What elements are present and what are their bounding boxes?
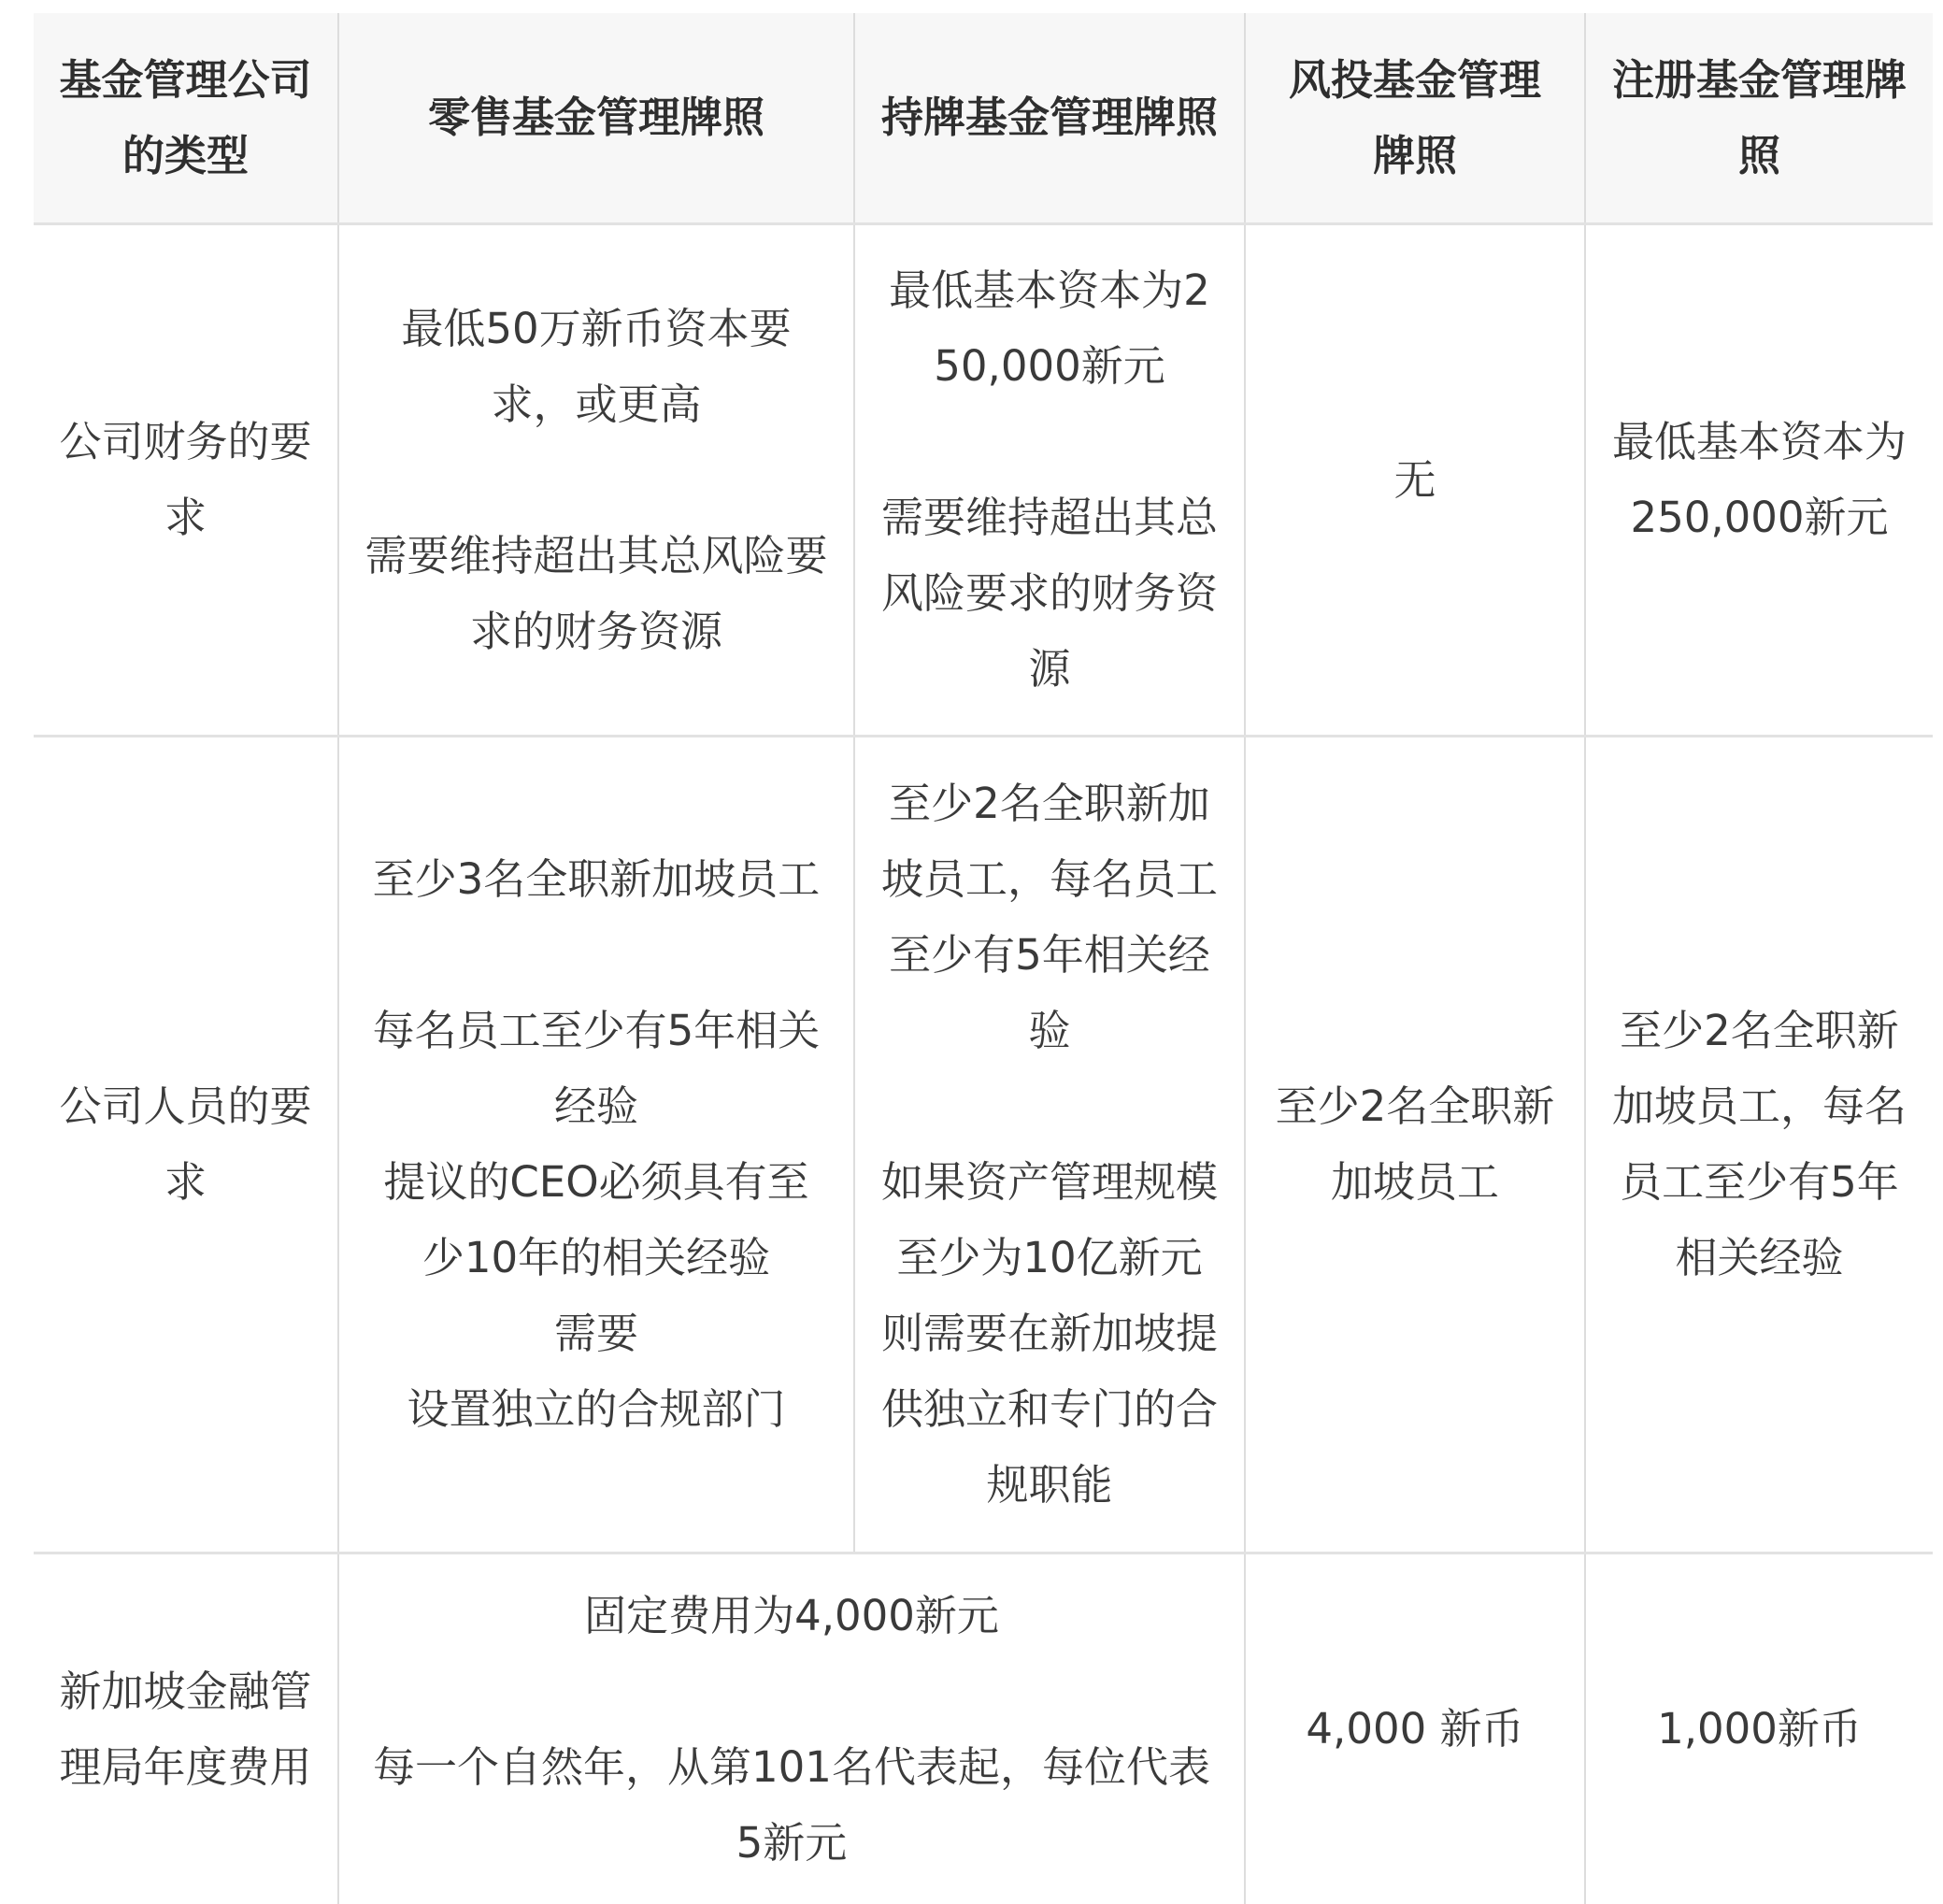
staff-retail-p2: 每名员工至少有5年相关经验 bbox=[372, 1006, 821, 1131]
table-row-fee bbox=[34, 1553, 1933, 1904]
header-registered: 注册基金管理牌照 bbox=[1585, 13, 1933, 223]
staff-licensed-p2: 如果资产管理规模至少为10亿新元则需要在新加坡提供独立和专门的合规职能 bbox=[880, 1157, 1218, 1510]
header-type: 基金管理公司的类型 bbox=[34, 13, 338, 223]
cell-staff-vc: 至少2名全职新加坡员工 bbox=[1245, 736, 1585, 1553]
cell-fee-registered: 1,000新币 bbox=[1585, 1553, 1933, 1904]
finance-retail-p2: 需要维持超出其总风险要求的财务资源 bbox=[364, 530, 828, 656]
cell-staff-retail bbox=[338, 736, 854, 1553]
table-header-row bbox=[34, 13, 1933, 223]
staff-licensed-p1: 至少2名全职新加坡员工，每名员工至少有5年相关经验 bbox=[880, 779, 1218, 1055]
cell-finance-vc: 无 bbox=[1245, 223, 1585, 736]
staff-retail-p4: 需要 bbox=[553, 1309, 638, 1358]
cell-fee-vc: 4,000 新币 bbox=[1245, 1553, 1585, 1904]
row-label-staff: 公司人员的要求 bbox=[34, 736, 338, 1553]
cell-staff-registered: 至少2名全职新加坡员工，每名员工至少有5年相关经验 bbox=[1585, 736, 1933, 1553]
staff-retail-p5: 设置独立的合规部门 bbox=[407, 1384, 786, 1434]
header-retail: 零售基金管理牌照 bbox=[338, 13, 854, 223]
header-vc: 风投基金管理牌照 bbox=[1245, 13, 1585, 223]
license-comparison-sheet bbox=[34, 13, 1933, 1904]
finance-retail-p1: 最低50万新币资本要求，或更高 bbox=[401, 303, 792, 429]
finance-licensed-p1: 最低基本资本为250,000新元 bbox=[889, 265, 1210, 391]
staff-retail-p1: 至少3名全职新加坡员工 bbox=[372, 854, 821, 904]
fee-retail-licensed-p2: 每一个自然年，从第101名代表起，每位代表5新元 bbox=[373, 1741, 1210, 1868]
row-label-fee: 新加坡金融管理局年度费用 bbox=[34, 1553, 338, 1904]
cell-fee-retail-licensed bbox=[338, 1553, 1245, 1904]
staff-retail-p3: 提议的CEO必须具有至少10年的相关经验 bbox=[383, 1157, 809, 1282]
cell-finance-registered: 最低基本资本为250,000新元 bbox=[1585, 223, 1933, 736]
header-licensed: 持牌基金管理牌照 bbox=[854, 13, 1245, 223]
license-comparison-table bbox=[34, 13, 1933, 1904]
cell-finance-retail bbox=[338, 223, 854, 736]
paragraph-gap bbox=[879, 1068, 1220, 1144]
paragraph-gap bbox=[364, 442, 829, 518]
cell-finance-licensed bbox=[854, 223, 1245, 736]
cell-staff-licensed bbox=[854, 736, 1245, 1553]
table-row-finance bbox=[34, 223, 1933, 736]
finance-licensed-p2: 需要维持超出其总风险要求的财务资源 bbox=[880, 493, 1218, 694]
table-row-staff bbox=[34, 736, 1933, 1553]
paragraph-gap bbox=[364, 917, 829, 993]
fee-retail-licensed-p1: 固定费用为4,000新元 bbox=[584, 1590, 999, 1640]
paragraph-gap bbox=[879, 404, 1220, 480]
row-label-finance: 公司财务的要求 bbox=[34, 223, 338, 736]
paragraph-gap bbox=[364, 1653, 1220, 1729]
